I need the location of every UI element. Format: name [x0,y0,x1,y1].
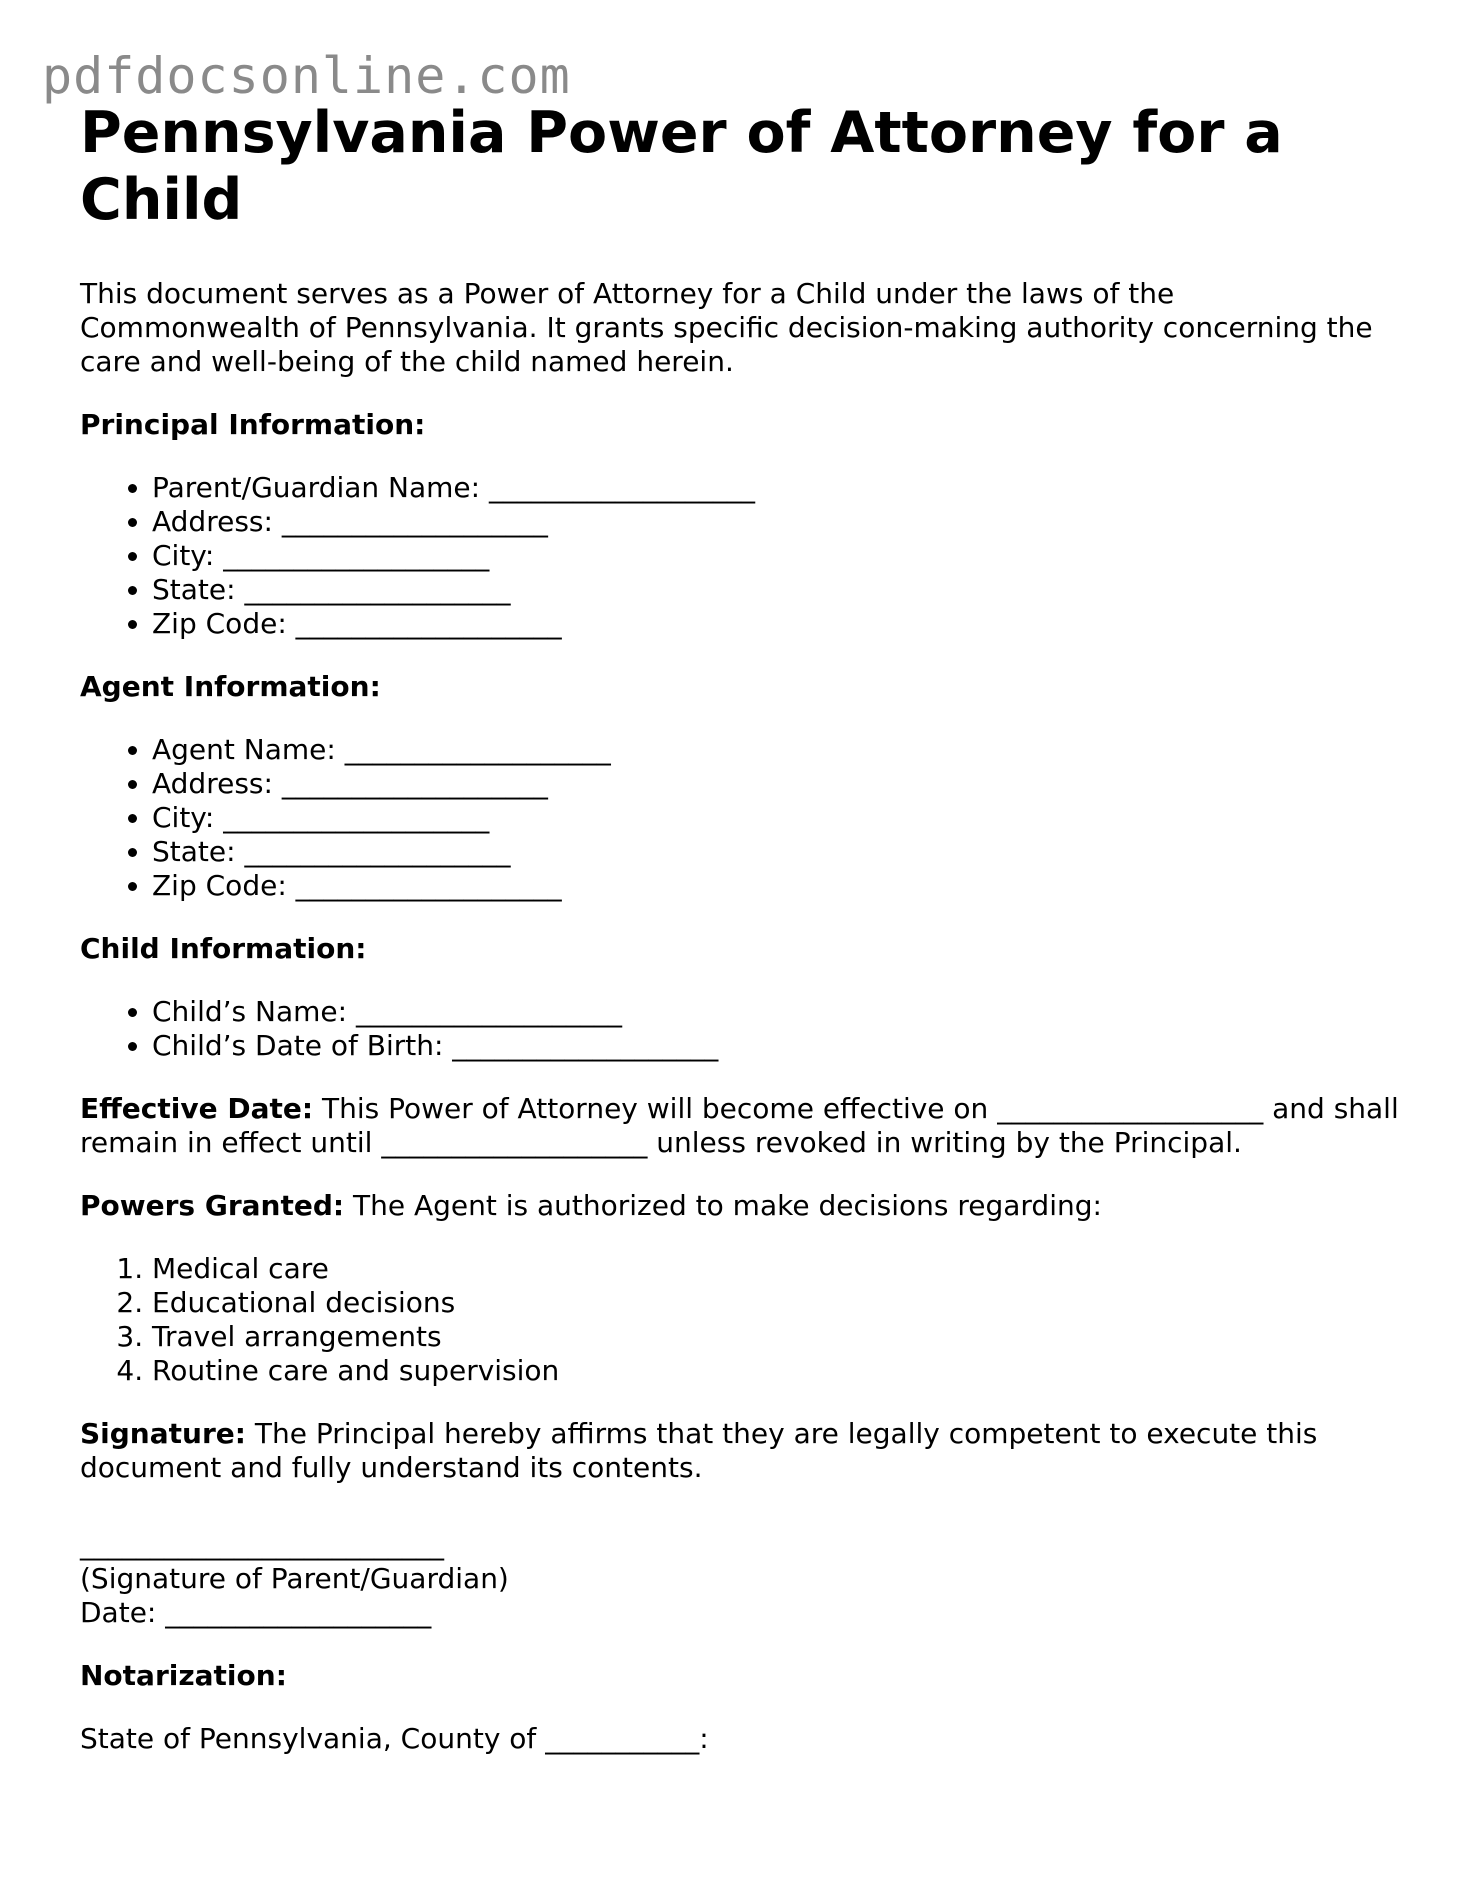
field-row [152,471,1400,505]
field-row [152,733,1400,767]
watermark: pdfdocsonline.com [42,47,571,105]
child-fields [80,995,1400,1063]
signature-label: Signature: [80,1417,246,1450]
document-title: Pennsylvania Power of Attorney for a Child [80,100,1283,233]
field-row [152,607,1400,641]
field-label: Zip Code: [152,869,287,902]
principal-heading: Principal Information: [80,408,426,441]
field-label: City: [152,539,215,572]
field-label: Child’s Date of Birth: [152,1029,444,1062]
field-label: Child’s Name: [152,995,348,1028]
field-label: Parent/Guardian Name: [152,471,481,504]
field-row [152,835,1400,869]
document-page [80,100,1400,1785]
signature-text: The Principal hereby affirms that they are legally competent to execute this document and fully understand its contents. [80,1417,1318,1484]
signature-block [80,1528,1400,1630]
notarization-county-blank[interactable]: ___________: [545,1722,709,1755]
effective-start-blank[interactable]: ___________________ [997,1092,1264,1125]
blank-line[interactable]: ___________________ [452,1029,719,1062]
field-label: State: [152,835,236,868]
notarization-county-row [80,1722,1400,1756]
field-row [152,539,1400,573]
signature-line[interactable]: __________________________ [80,1528,444,1561]
powers-paragraph [80,1189,1400,1223]
agent-fields [80,733,1400,903]
notarization-county-text: State of Pennsylvania, County of [80,1722,537,1755]
blank-line[interactable]: ___________________ [295,869,562,902]
blank-line[interactable]: ___________________ [295,607,562,640]
power-item: 3. Travel arrangements [152,1320,1400,1354]
powers-text: The Agent is authorized to make decisions regarding: [352,1189,1102,1222]
blank-line[interactable]: ___________________ [281,767,548,800]
field-label: Address: [152,505,273,538]
blank-line[interactable]: ___________________ [344,733,611,766]
field-row [152,573,1400,607]
field-row [152,869,1400,903]
effective-text-3: unless revoked in writing by the Principal. [656,1126,1242,1159]
blank-line[interactable]: ___________________ [281,505,548,538]
child-heading: Child Information: [80,932,367,965]
field-row [152,801,1400,835]
field-row [152,505,1400,539]
field-row [152,995,1400,1029]
effective-text-1: This Power of Attorney will become effective on [321,1092,989,1125]
power-item: 2. Educational decisions [152,1286,1400,1320]
power-item: 4. Routine care and supervision [152,1354,1400,1388]
field-label: Zip Code: [152,607,287,640]
effective-date-paragraph [80,1092,1400,1160]
blank-line[interactable]: ___________________ [355,995,622,1028]
field-row [152,1029,1400,1063]
power-item: 1. Medical care [152,1252,1400,1286]
field-label: State: [152,573,236,606]
field-label: City: [152,801,215,834]
blank-line[interactable]: ___________________ [489,471,755,504]
effective-date-label: Effective Date: [80,1092,314,1125]
powers-label: Powers Granted: [80,1189,345,1222]
field-row [152,767,1400,801]
field-label: Address: [152,767,273,800]
notarization-heading: Notarization: [80,1659,287,1692]
powers-list [80,1252,1400,1388]
signature-date-row [80,1596,1400,1630]
blank-line[interactable]: ___________________ [223,539,490,572]
field-label: Agent Name: [152,733,336,766]
blank-line[interactable]: ___________________ [223,801,490,834]
signature-caption: (Signature of Parent/Guardian) [80,1562,509,1595]
blank-line[interactable]: ___________________ [244,835,511,868]
signature-date-label: Date: [80,1596,157,1629]
blank-line[interactable]: ___________________ [244,573,511,606]
principal-fields [80,471,1400,641]
intro-paragraph: This document serves as a Power of Attorney for a Child under the laws of the Commonwealth of Pennsylvania. It grants specific decision-making authority concerning the care and well-being of the child named herein. [80,277,1373,378]
effective-text-2: and shall remain in effect until [80,1092,1399,1159]
signature-paragraph [80,1417,1400,1485]
signature-date-blank[interactable]: ___________________ [165,1596,432,1629]
effective-end-blank[interactable]: ___________________ [381,1126,648,1159]
agent-heading: Agent Information: [80,670,381,703]
